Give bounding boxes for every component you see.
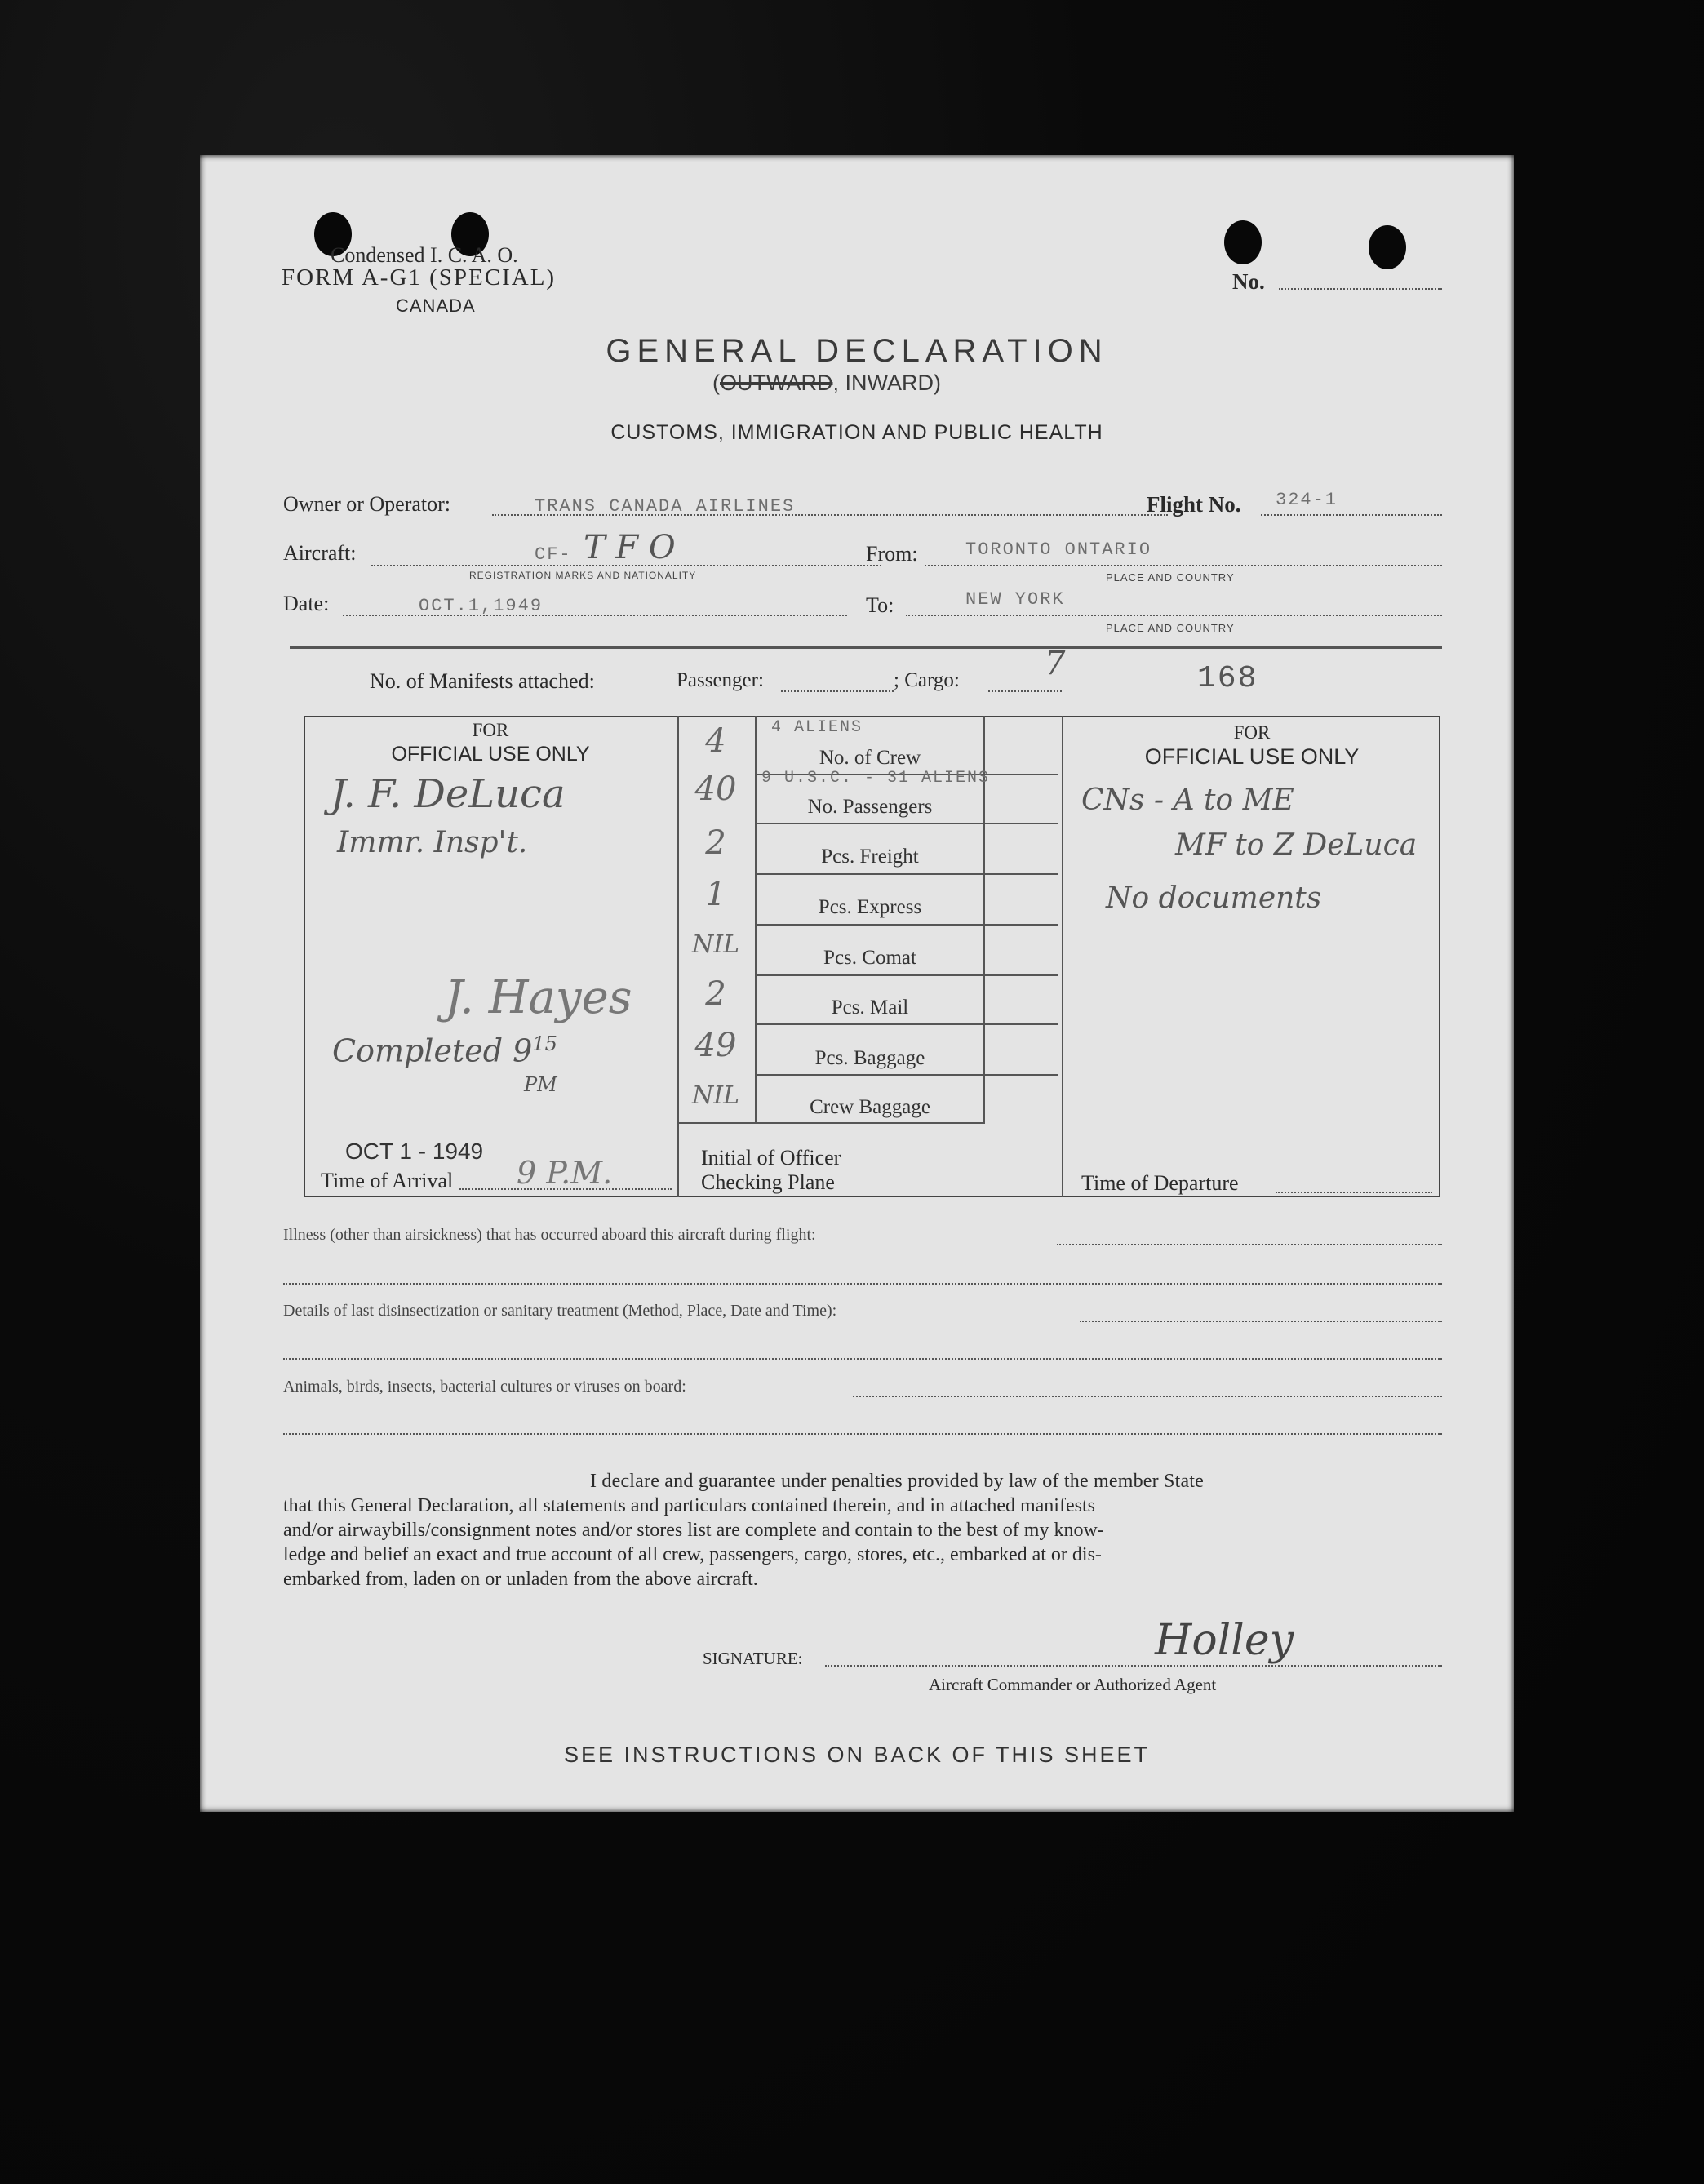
to-label: To:: [866, 593, 894, 617]
from-value: TORONTO ONTARIO: [965, 539, 1152, 560]
date-stamp: OCT 1 - 1949: [345, 1139, 484, 1164]
disinsectization-line: [1080, 1321, 1442, 1322]
manifests-label: No. of Manifests attached:: [370, 669, 595, 693]
left-official-signature-2: J. Hayes: [445, 971, 632, 1024]
row-rule: [757, 974, 1058, 976]
from-label: From:: [866, 542, 918, 566]
animals-line: [853, 1396, 1442, 1397]
completed-text: Completed 9: [332, 1032, 533, 1069]
declaration-line-1: I declare and guarantee under penalties provided by law of the member State: [590, 1471, 1205, 1492]
signature: Holley: [1155, 1616, 1294, 1665]
signature-label: SIGNATURE:: [703, 1649, 803, 1668]
crew-baggage-count: NIL: [691, 1081, 740, 1110]
row-rule: [757, 823, 1058, 824]
disinsectization-question: Details of last disinsectization or sanitary treatment (Method, Place, Date and Time):: [283, 1302, 837, 1320]
footer-instructions: SEE INSTRUCTIONS ON BACK OF THIS SHEET: [563, 1742, 1151, 1767]
illness-line-2: [283, 1283, 1442, 1285]
table-bottom-rule: [677, 1122, 985, 1124]
time-arrival-value: 9 P.M.: [517, 1155, 613, 1191]
to-line: [906, 615, 1442, 616]
flight-label: Flight No.: [1147, 492, 1241, 517]
time-departure-line: [1276, 1192, 1432, 1193]
form-country: CANADA: [396, 295, 476, 316]
signature-line: [825, 1665, 1442, 1667]
divider: [290, 646, 1442, 649]
flight-line: [1261, 514, 1442, 516]
aircraft-label: Aircraft:: [283, 541, 357, 565]
left-official-signature: J. F. DeLuca: [331, 771, 566, 817]
crew-baggage-label: Crew Baggage: [810, 1096, 930, 1118]
table-divider-right: [1062, 716, 1063, 1197]
aircraft-value-hand: T F O: [584, 529, 676, 566]
left-official-header-2: OFFICIAL USE ONLY: [391, 743, 590, 766]
illness-line: [1057, 1244, 1442, 1245]
animals-line-2: [283, 1433, 1442, 1435]
checking-plane-label: Checking Plane: [701, 1170, 835, 1194]
owner-label: Owner or Operator:: [283, 492, 451, 516]
no-label: No.: [1232, 269, 1265, 294]
illness-question: Illness (other than airsickness) that has occurred aboard this aircraft during flight:: [283, 1226, 816, 1244]
general-declaration-sheet: [200, 155, 1514, 1812]
declaration-line-4: ledge and belief an exact and true account of all crew, passengers, cargo, stores, etc., embarked at or dis-: [283, 1544, 1102, 1565]
right-official-header-2: OFFICIAL USE ONLY: [1144, 744, 1360, 769]
left-official-header-1: FOR: [472, 720, 509, 740]
flight-value: 324-1: [1276, 490, 1338, 510]
passengers-label: No. Passengers: [807, 796, 933, 818]
express-count: 1: [705, 876, 726, 913]
right-official-note-1: CNs - A to ME: [1081, 783, 1294, 817]
baggage-count: 49: [694, 1027, 737, 1064]
crew-note: 4 ALIENS: [771, 718, 863, 737]
from-place-caption: PLACE AND COUNTRY: [1106, 571, 1235, 584]
comat-label: Pcs. Comat: [823, 947, 916, 969]
punch-hole-icon: [1224, 220, 1262, 264]
owner-value: TRANS CANADA AIRLINES: [535, 496, 796, 517]
baggage-label: Pcs. Baggage: [814, 1047, 925, 1069]
no-field-line: [1279, 288, 1442, 290]
time-departure-label: Time of Departure: [1081, 1171, 1239, 1195]
completed-note: [332, 1032, 557, 1069]
form-name: FORM A-G1 (SPECIAL): [282, 264, 557, 291]
mail-count: 2: [705, 975, 726, 1013]
cargo-value: 7: [1045, 645, 1066, 682]
page-subtitle: CUSTOMS, IMMIGRATION AND PUBLIC HEALTH: [610, 421, 1103, 444]
to-place-caption: PLACE AND COUNTRY: [1106, 622, 1235, 634]
table-divider-left: [677, 716, 679, 1197]
completed-minutes: 15: [532, 1032, 557, 1055]
passenger-line: [781, 690, 894, 692]
row-rule: [757, 1023, 1058, 1025]
punch-hole-icon: [1369, 225, 1406, 269]
passenger-label: Passenger:: [677, 669, 764, 691]
cargo-label: ; Cargo:: [894, 669, 960, 691]
passenger-note: 9 U.S.C. - 31 ALIENS: [761, 769, 991, 788]
freight-count: 2: [705, 824, 726, 862]
mail-label: Pcs. Mail: [831, 997, 909, 1019]
from-line: [925, 565, 1442, 566]
disinsectization-line-2: [283, 1358, 1442, 1360]
condensed-icao: Condensed I. C. A. O.: [331, 243, 518, 267]
declaration-line-5: embarked from, laden on or unladen from the above aircraft.: [283, 1569, 758, 1590]
comat-count: NIL: [691, 930, 740, 959]
to-value: NEW YORK: [965, 589, 1065, 610]
direction-inward: INWARD: [845, 371, 934, 395]
row-rule: [757, 1074, 1058, 1076]
direction-line: (OUTWARD, INWARD): [712, 371, 941, 395]
aircraft-value-typed: CF-: [535, 544, 572, 565]
manifest-stamp-number: 168: [1197, 661, 1258, 696]
declaration-line-3: and/or airwaybills/consignment notes and/or stores list are complete and contain to the best of my know-: [283, 1520, 1104, 1541]
left-official-title: Immr. Insp't.: [337, 826, 528, 859]
initial-officer-label: Initial of Officer: [701, 1146, 841, 1170]
cargo-line: [988, 690, 1062, 692]
freight-label: Pcs. Freight: [821, 846, 919, 868]
declaration-line-2: that this General Declaration, all statements and particulars contained therein, and in attached manifests: [283, 1495, 1095, 1516]
right-official-note-3: No documents: [1106, 881, 1322, 915]
crew-count: 4: [705, 722, 726, 760]
right-official-note-2: MF to Z DeLuca: [1175, 828, 1418, 862]
right-official-header-1: FOR: [1233, 722, 1271, 743]
time-arrival-label: Time of Arrival: [321, 1169, 454, 1192]
animals-question: Animals, birds, insects, bacterial cultures or viruses on board:: [283, 1378, 686, 1396]
completed-pm: PM: [524, 1073, 557, 1096]
direction-outward: OUTWARD: [720, 371, 833, 395]
row-rule: [757, 873, 1058, 875]
page-title: GENERAL DECLARATION: [606, 333, 1108, 369]
date-label: Date:: [283, 592, 330, 615]
crew-label: No. of Crew: [819, 747, 921, 769]
date-value: OCT.1,1949: [419, 596, 544, 616]
passenger-count: 40: [694, 770, 737, 808]
signature-caption: Aircraft Commander or Authorized Agent: [929, 1675, 1217, 1694]
registration-caption: REGISTRATION MARKS AND NATIONALITY: [469, 570, 697, 581]
express-label: Pcs. Express: [818, 896, 922, 918]
row-rule: [757, 924, 1058, 926]
